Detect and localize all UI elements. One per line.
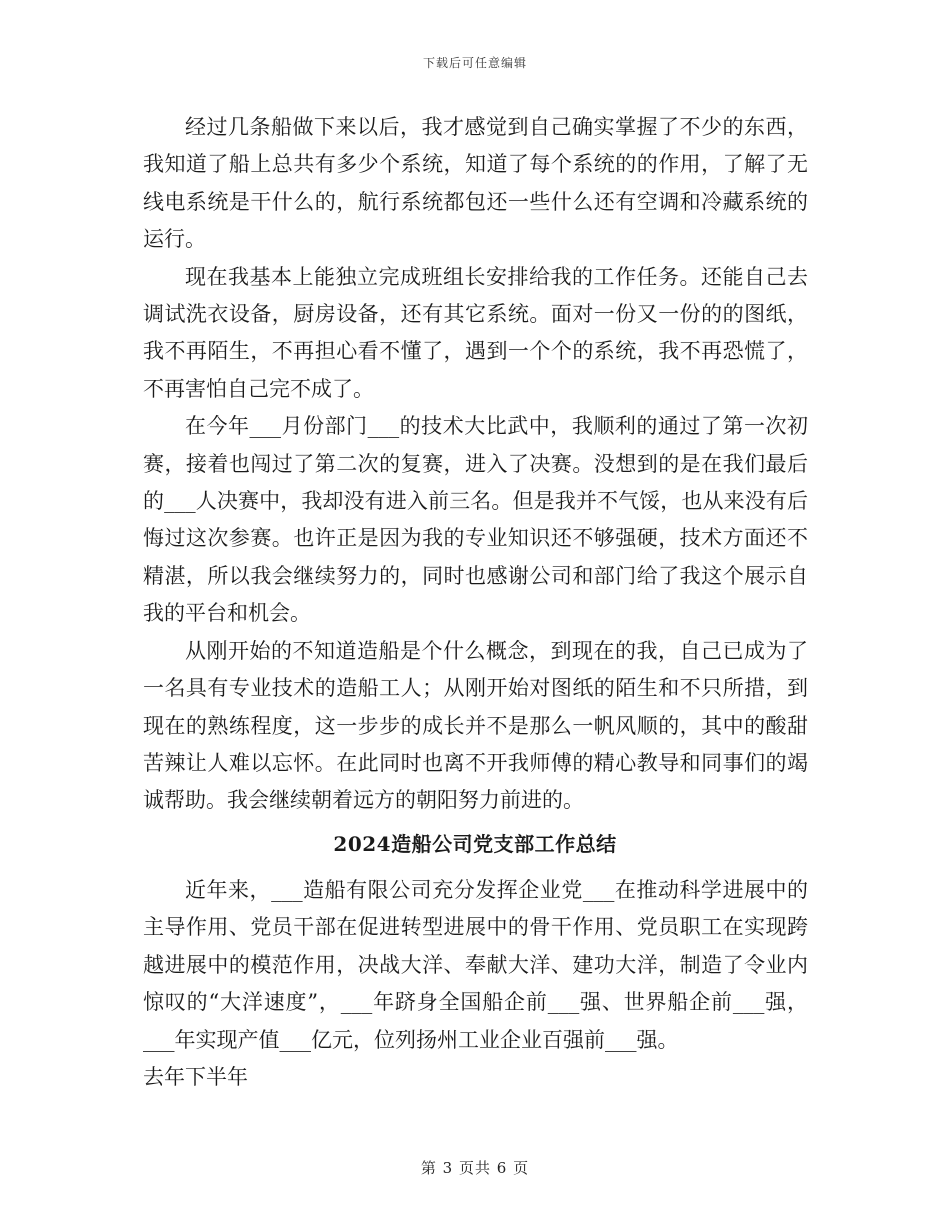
page-header: 下载后可任意编辑 (422, 56, 527, 70)
summary-body (143, 872, 808, 1096)
section-title: 2024造船公司党支部工作总结 (333, 832, 617, 856)
paragraph: 从刚开始的不知道造船是个什么概念，到现在的我，自己已成为了一名具有专业技术的造船工人；从刚开始对图纸的陌生和不只所措，到现在的熟练程度，这一步步的成长并不是那么一帆风顺的，其中的酸甜苦辣让人难以忘怀。在此同时也离不开我师傅的精心教导和同事们的竭诚帮助。我会继续朝着远方的朝阳努力前进的。 (143, 638, 808, 813)
article-body (143, 109, 808, 820)
paragraph: 在今年___月份部门___的技术大比武中，我顺利的通过了第一次初赛，接着也闯过了第二次的复赛，进入了决赛。没想到的是在我们最后的___人决赛中，我却没有进入前三名。但是我并不气馁，也从来没有后悔过这次参赛。也许正是因为我的专业知识还不够强硬，技术方面还不精湛，所以我会继续努力的，同时也感谢公司和部门给了我这个展示自我的平台和机会。 (143, 414, 808, 626)
paragraph: 现在我基本上能独立完成班组长安排给我的工作任务。还能自己去调试洗衣设备，厨房设备，还有其它系统。面对一份又一份的的图纸，我不再陌生，不再担心看不懂了，遇到一个个的系统，我不再恐慌了，不再害怕自己完不成了。 (143, 264, 808, 401)
paragraph: 近年来，___造船有限公司充分发挥企业党___在推动科学进展中的主导作用、党员干部在促进转型进展中的骨干作用、党员职工在实现跨越进展中的模范作用，决战大洋、奉献大洋、建功大洋，制造了令业内惊叹的“大洋速度”，___年跻身全国船企前___强、世界船企前___强，___年实现产值___亿元，位列扬州工业企业百强前___强。 (143, 878, 808, 1052)
page-footer: 第 3 页共 6 页 (420, 1159, 530, 1177)
paragraph: 去年下半年 (143, 1065, 248, 1090)
paragraph: 经过几条船做下来以后，我才感觉到自己确实掌握了不少的东西，我知道了船上总共有多少个系统，知道了每个系统的的作用，了解了无线电系统是干什么的，航行系统都包还一些什么还有空调和冷藏系统的运行。 (143, 115, 808, 252)
